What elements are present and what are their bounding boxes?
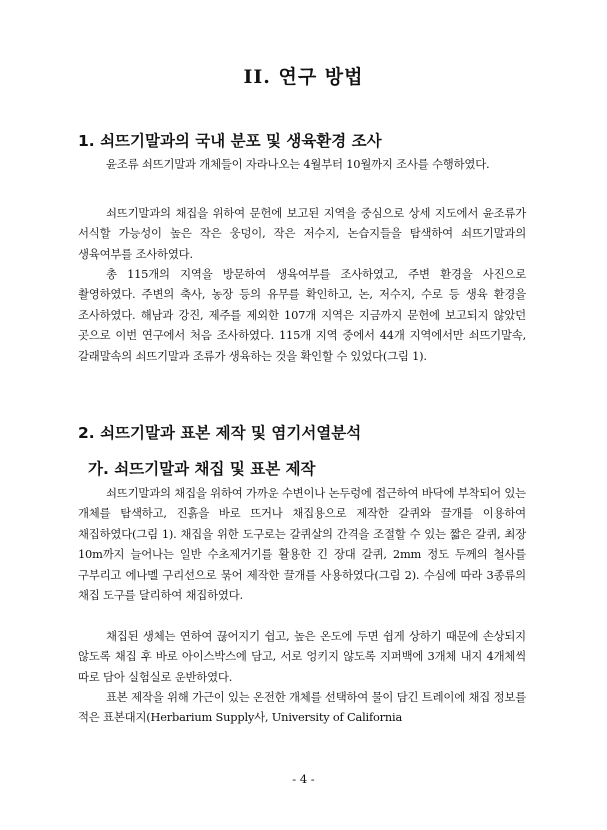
- body-paragraph: 쇠뜨기말과의 채집을 위하여 가까운 수변이나 논두렁에 접근하여 바닥에 부착되어 있는 개체를 탐색하고, 진흙을 바로 뜨거나 채집용으로 제작한 갈퀴와 끌개를 이용하여 채집하였다(그림 1). 채집을 위한 도구로는 갈퀴살의 간격을 조절할 수 있는 짧은 갈퀴, 최장 10m까지 늘어나는 일반 수초제거기를 활용한 긴 장대 갈퀴, 2mm 정도 두께의 철사를 구부리고 에나멜 구리선으로 묶어 제작한 끌개를 사용하였다(그림 2). 수심에 따라 3종류의 채집 도구를 달리하여 채집하였다.: [78, 486, 526, 603]
- body-paragraph: 윤조류 쇠뜨기말과 개체들이 자라나오는 4월부터 10월까지 조사를 수행하였다.: [106, 157, 490, 171]
- section-heading-specimen-sequencing: 2. 쇠뜨기말과 표본 제작 및 염기서열분석: [78, 424, 362, 442]
- chapter-title: II. 연구 방법: [243, 66, 364, 88]
- section-heading-distribution-survey: 1. 쇠뜨기말과의 국내 분포 및 생육환경 조사: [78, 132, 382, 150]
- body-paragraph: 채집된 생체는 연하여 끊어지기 쉽고, 높은 온도에 두면 쉽게 상하기 때문에 손상되지 않도록 채집 후 바로 아이스박스에 담고, 서로 엉키지 않도록 지퍼백에 3개체 내지 4개체씩 따로 담아 실험실로 운반하였다.: [78, 629, 526, 684]
- body-paragraph: 표본 제작을 위해 가근이 있는 온전한 개체를 선택하여 물이 담긴 트레이에 채집 정보를 적은 표본대지(Herbarium Supply사, University of California: [78, 690, 526, 725]
- subsection-heading-collection: 가. 쇠뜨기말과 채집 및 표본 제작: [88, 460, 316, 478]
- page-number: - 4 -: [292, 772, 315, 786]
- body-paragraph: 총 115개의 지역을 방문하여 생육여부를 조사하였고, 주변 환경을 사진으로 촬영하였다. 주변의 축사, 농장 등의 유무를 확인하고, 논, 저수지, 수로 등 생육 환경을 조사하였다. 해남과 강진, 제주를 제외한 107개 지역은 지금까지 문헌에 보고되지 않았던 곳으로 이번 연구에서 처음 조사하였다. 115개 지역 중에서 44개 지역에서만 쇠뜨기말속, 갈래말속의 쇠뜨기말과 조류가 생육하는 것을 확인할 수 있었다(그림 1).: [78, 267, 526, 363]
- body-paragraph: 쇠뜨기말과의 채집을 위하여 문헌에 보고된 지역을 중심으로 상세 지도에서 윤조류가 서식할 가능성이 높은 작은 웅덩이, 작은 저수지, 논습지들을 탐색하여 쇠뜨기말과의 생육여부를 조사하였다.: [78, 206, 526, 261]
